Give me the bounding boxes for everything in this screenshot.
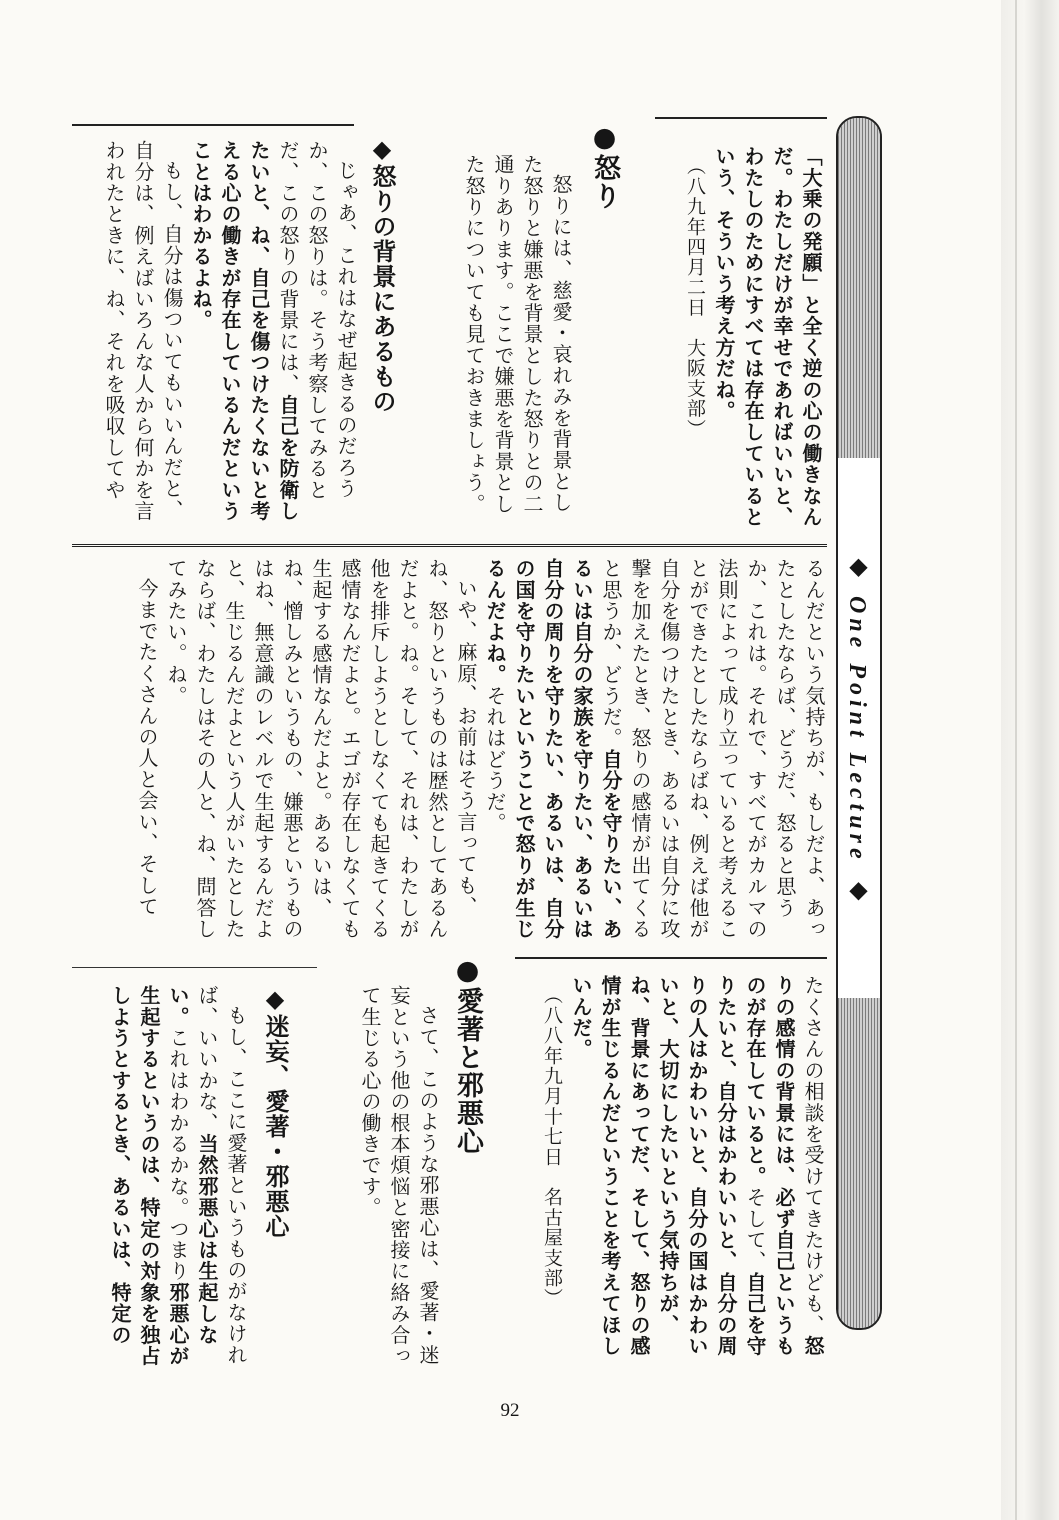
delusion-paragraph — [105, 985, 250, 1370]
sub2-b: これはわかるかな。つまり — [166, 1027, 190, 1282]
section-attachment-body — [322, 985, 442, 1370]
sub2-bold1: 当然邪悪心は生起しない。 — [166, 985, 219, 1346]
subsection-paragraph-2: もし、自分は傷ついてもいいんだと、自分は、例えばいろんな人から何かを言われたときに、ね、それを吸収してや — [102, 140, 184, 522]
sidebar-shade-top — [838, 118, 880, 458]
anger-paragraph: 怒りには、慈愛・哀れみを背景とした怒りと嫌悪を背景とした怒りとの二通りあります。ここで嫌悪を背景とした怒りについても見ておきましょう。 — [462, 154, 573, 515]
attachment-paragraph: さて、このような邪悪心は、愛著・迷妄という他の根本煩悩と密接に絡み合って生じる心の働きです。 — [358, 985, 440, 1367]
subsection-heading-delusion: ◆迷妄、愛著・邪悪心 — [261, 985, 289, 1239]
mid-p1-b: それはどうだ。 — [483, 685, 507, 834]
middle-paragraph-2: いや、麻原、お前はそう言っても、ね、怒りというものは歴然としてあるんだよと。ね。そして、それは、わたしが他を排斥しようとしなくても起きてくる感情なんだよと。エゴが存在しなくても生起する感情なんだよと。あるいは、ね、憎しみというもの、嫌悪というものはね、無意識のレベルで生起するんだよと、生じるんだよという人がいたとしたならば、わたしはその人と、ね、問答してみたい。ね。 — [164, 558, 478, 940]
bot-p1-bold2: 自己を守りたいと、自分はかわいいと、自分の周りの人はかわいいと、自分の国はかわいいと、大切にしたいという気持ちが、ね、背景にあってだ、そして、怒りの感情が生じるんだということを考えてほしいんだ。 — [569, 975, 767, 1357]
bot-p1-a: たくさんの相談を受けてきたけども、 — [801, 975, 825, 1336]
middle-paragraph-1 — [480, 558, 828, 948]
rule-middle — [72, 544, 827, 547]
bot-p1-bold1: 怒りの感情の背景には、必ず自己というものが存在していると。 — [743, 975, 825, 1357]
bottom-paragraph-1 — [566, 975, 827, 1370]
bottom-continuation — [541, 975, 827, 1370]
bottom-citation: （八八年九月十七日 名古屋支部） — [541, 984, 563, 1308]
intro-citation: （八九年四月二日 大阪支部） — [684, 155, 706, 439]
section-anger-body — [445, 154, 575, 534]
rule-top-right — [655, 117, 827, 119]
sub2-bold2: 邪悪心が生起するというのは、特定の対象を独占しようとするとき、あるいは、特定の — [108, 985, 190, 1367]
section-heading-anger: ●怒り — [589, 122, 620, 210]
rule-bottom-left — [72, 967, 317, 968]
sub-p1-bold: 自己を防衛したいと、ね、自己を傷つけたくないと考える心の働きが存在しているんだということはわかるよね。 — [189, 140, 300, 522]
mid-p1-a: るんだという気持ちが、もしだよ、あったとしたならば、どうだ、怒ると思うか、これは。それで、すべてがカルマの法則によって成り立っていると考えることができたとしたならばね、例えば他が自分を傷つけたとき、あるいは自分に攻撃を加えたとき、怒りの感情が出てくると思うか、どうだ。 — [599, 558, 826, 940]
subsection-heading-anger-background: ◆怒りの背景にあるもの — [368, 135, 396, 414]
section-heading-attachment: ●愛著と邪悪心 — [452, 955, 483, 1155]
sidebar-shade-bottom — [838, 998, 880, 1328]
subsection-paragraph-1 — [186, 140, 360, 535]
rule-bottom-right — [515, 957, 827, 959]
middle-body — [70, 558, 828, 948]
bot-p1-b: そして、 — [743, 1187, 767, 1272]
intro-paragraph: 「大乗の発願」と全く逆の心の働きなんだ。わたしだけが幸せであればいいと、わたしのためにすべては存在しているという、そういう考え方だね。 — [712, 146, 823, 528]
top-intro — [650, 146, 825, 536]
subsection-delusion-body — [70, 985, 250, 1370]
sidebar-title: ◆ One Point Lecture ◆ — [844, 551, 870, 909]
subsection-anger-body — [70, 140, 360, 535]
middle-paragraph-3: 今までたくさんの人と会い、そして — [135, 578, 159, 918]
rule-top-left — [72, 124, 354, 126]
sub2-a: もし、ここに愛著というものがなければ、いいかな、 — [195, 985, 248, 1366]
page-number: 92 — [500, 1400, 520, 1421]
page-edge — [1001, 0, 1059, 1520]
sub-p1-text: じゃあ、これはなぜ起きるのだろうか、この怒りは。そう考察してみるとだ、この怒りの背景には、 — [276, 140, 358, 501]
mid-p1-bold: 自分を守りたい、あるいは自分の家族を守りたい、あるいは自分の周りを守りたい、あるいは、自分の国を守りたいということで怒りが生じるんだよね。 — [483, 558, 623, 940]
